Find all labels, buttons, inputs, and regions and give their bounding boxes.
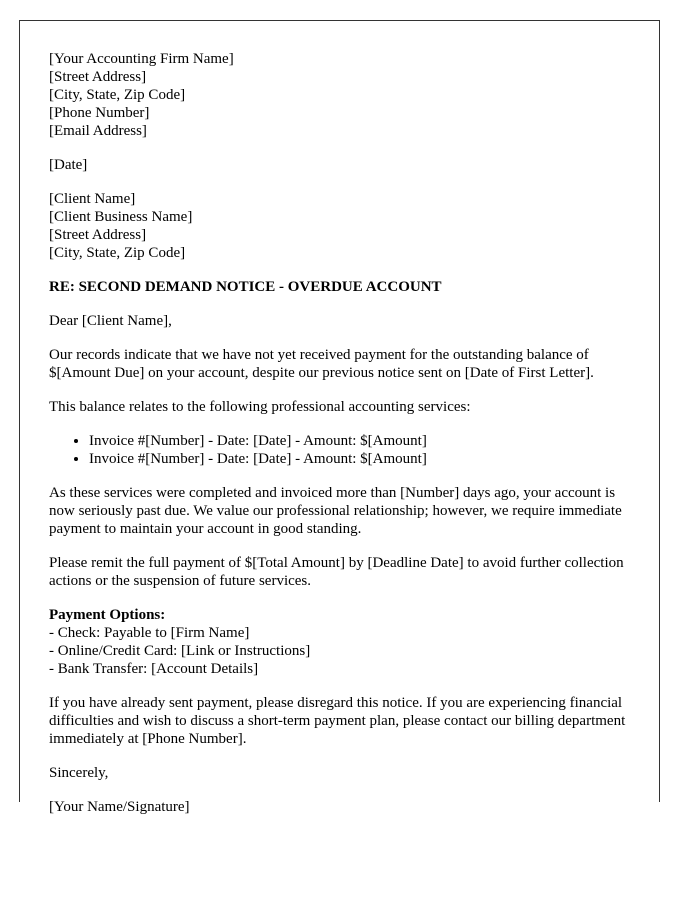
- recipient-address: [49, 190, 639, 262]
- recipient-business-name: [Client Business Name]: [49, 209, 193, 225]
- past-due-paragraph: As these services were completed and invoiced more than [Number] days ago, your account is now seriously past due. We value our professional relationship; however, we require immediate payment to maintain your account in good standing.: [49, 485, 622, 537]
- recipient-client-name: [Client Name]: [49, 191, 136, 207]
- invoice-item: • Invoice #[Number] - Date: [Date] - Amount: $[Amount]: [89, 450, 639, 468]
- sender-firm-name: [Your Accounting Firm Name]: [49, 51, 234, 67]
- sender-street: [Street Address]: [49, 69, 147, 85]
- remit-paragraph: Please remit the full payment of $[Total Amount] by [Deadline Date] to avoid further collection actions or the suspension of future services.: [49, 555, 624, 589]
- sender-phone: [Phone Number]: [49, 105, 150, 121]
- sender-address: [49, 50, 639, 140]
- sender-email: [Email Address]: [49, 123, 147, 139]
- signature: [Your Name/Signature]: [49, 799, 190, 815]
- sender-city: [City, State, Zip Code]: [49, 87, 186, 103]
- salutation: Dear [Client Name],: [49, 313, 172, 329]
- intro-paragraph: Our records indicate that we have not yet received payment for the outstanding balance of $[Amount Due] on your account, despite our previous notice sent on [Date of First Letter].: [49, 347, 594, 381]
- payment-option-item: - Check: Payable to [Firm Name]: [49, 625, 250, 641]
- invoice-list: [49, 432, 639, 468]
- payment-options: [49, 606, 639, 678]
- invoice-item: • Invoice #[Number] - Date: [Date] - Amount: $[Amount]: [89, 432, 639, 450]
- subject-line: RE: SECOND DEMAND NOTICE - OVERDUE ACCOUNT: [49, 279, 442, 295]
- payment-option-item: - Online/Credit Card: [Link or Instructions]: [49, 643, 311, 659]
- letter-content: [49, 50, 639, 832]
- letter-page: [19, 20, 660, 815]
- closing: Sincerely,: [49, 765, 109, 781]
- already-paid-paragraph: If you have already sent payment, please disregard this notice. If you are experiencing financial difficulties and wish to discuss a short-term payment plan, please contact our billing department immediately at [Phone Number].: [49, 695, 626, 747]
- recipient-city: [City, State, Zip Code]: [49, 245, 186, 261]
- recipient-street: [Street Address]: [49, 227, 147, 243]
- letter-date: [49, 156, 639, 174]
- payment-option-item: - Bank Transfer: [Account Details]: [49, 661, 259, 677]
- services-lead-paragraph: This balance relates to the following professional accounting services:: [49, 399, 471, 415]
- date-text: [Date]: [49, 157, 88, 173]
- payment-options-title: Payment Options:: [49, 607, 166, 623]
